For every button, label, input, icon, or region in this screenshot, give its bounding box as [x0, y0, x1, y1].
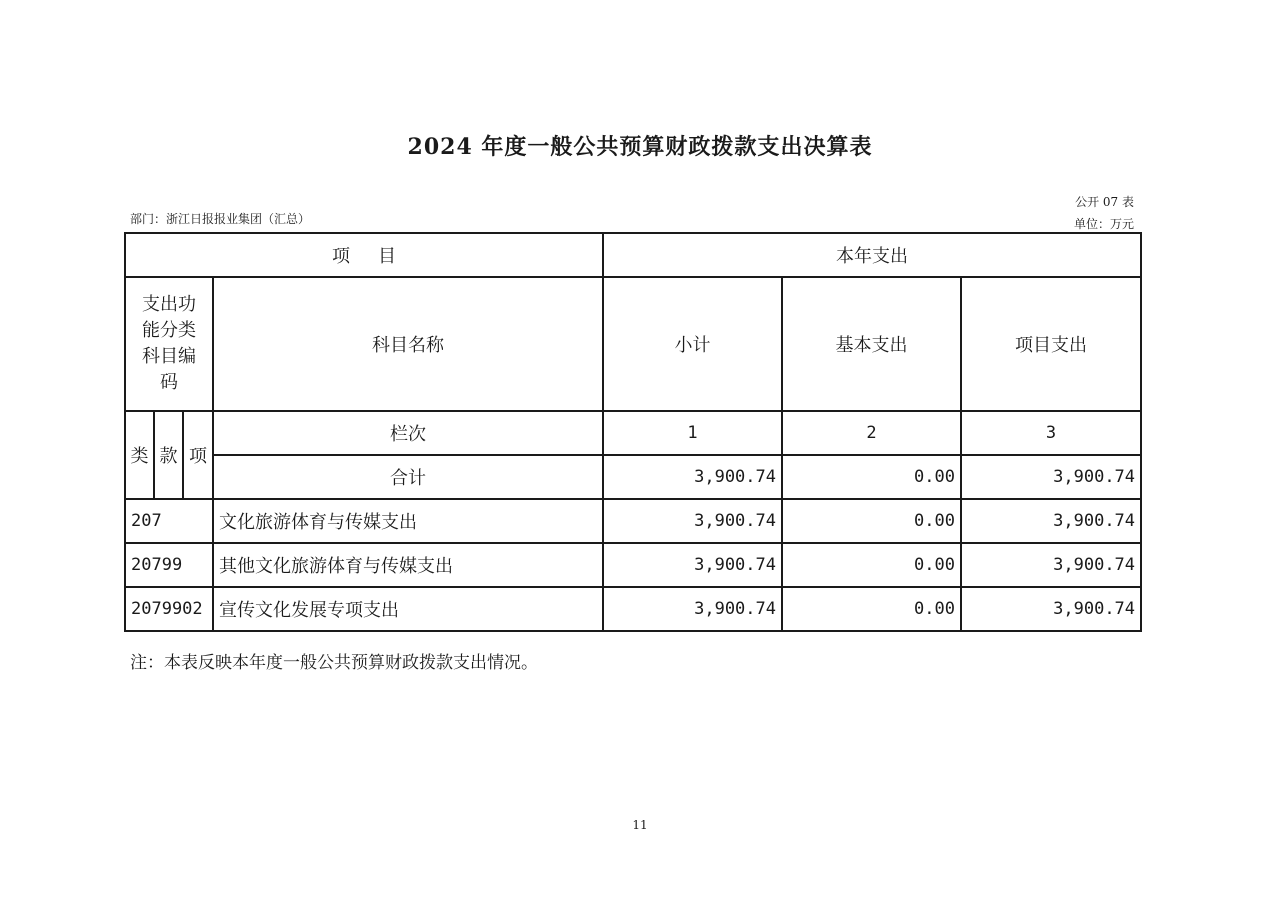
total-project: 3,900.74 — [961, 455, 1141, 499]
row-code: 20799 — [125, 543, 213, 587]
row-project: 3,900.74 — [961, 587, 1141, 631]
header-code — [125, 277, 213, 411]
row-subtotal: 3,900.74 — [603, 587, 782, 631]
total-label: 合计 — [213, 455, 603, 499]
form-number: 公开 07 表 — [1075, 195, 1134, 209]
col-no-3: 3 — [961, 411, 1141, 455]
row-basic: 0.00 — [782, 587, 961, 631]
page-number: 11 — [632, 818, 648, 832]
header-code-line2: 能分类 — [142, 320, 196, 341]
row-code: 207 — [125, 499, 213, 543]
header-project: 项目支出 — [961, 277, 1141, 411]
row-subtotal: 3,900.74 — [603, 499, 782, 543]
header-subject-name: 科目名称 — [213, 277, 603, 411]
total-subtotal: 3,900.74 — [603, 455, 782, 499]
table-row — [125, 543, 1141, 587]
header-lei: 类 — [125, 411, 154, 499]
header-basic: 基本支出 — [782, 277, 961, 411]
row-basic: 0.00 — [782, 499, 961, 543]
total-basic: 0.00 — [782, 455, 961, 499]
column-row-label: 栏次 — [213, 411, 603, 455]
header-code-line3: 科目编 — [142, 346, 196, 367]
unit-label: 单位：万元 — [1073, 217, 1134, 231]
table-note: 注：本表反映本年度一般公共预算财政拨款支出情况。 — [130, 653, 538, 673]
row-code: 2079902 — [125, 587, 213, 631]
row-subtotal: 3,900.74 — [603, 543, 782, 587]
row-project: 3,900.74 — [961, 543, 1141, 587]
table-row — [125, 499, 1141, 543]
document-title: 2024 年度一般公共预算财政拨款支出决算表 — [407, 134, 873, 160]
department-label: 部门：浙江日报报业集团（汇总） — [130, 212, 311, 226]
expense-table — [124, 232, 1142, 632]
header-subtotal: 小计 — [603, 277, 782, 411]
header-xiang: 项 — [183, 411, 213, 499]
row-name: 文化旅游体育与传媒支出 — [213, 499, 603, 543]
table-row — [125, 587, 1141, 631]
header-current-expense: 本年支出 — [603, 233, 1141, 277]
header-code-line4: 码 — [160, 372, 178, 393]
header-code-line1: 支出功 — [142, 294, 196, 315]
col-no-1: 1 — [603, 411, 782, 455]
row-name: 其他文化旅游体育与传媒支出 — [213, 543, 603, 587]
row-project: 3,900.74 — [961, 499, 1141, 543]
col-no-2: 2 — [782, 411, 961, 455]
row-name: 宣传文化发展专项支出 — [213, 587, 603, 631]
header-item: 项目 — [125, 233, 603, 277]
header-kuan: 款 — [154, 411, 183, 499]
row-basic: 0.00 — [782, 543, 961, 587]
